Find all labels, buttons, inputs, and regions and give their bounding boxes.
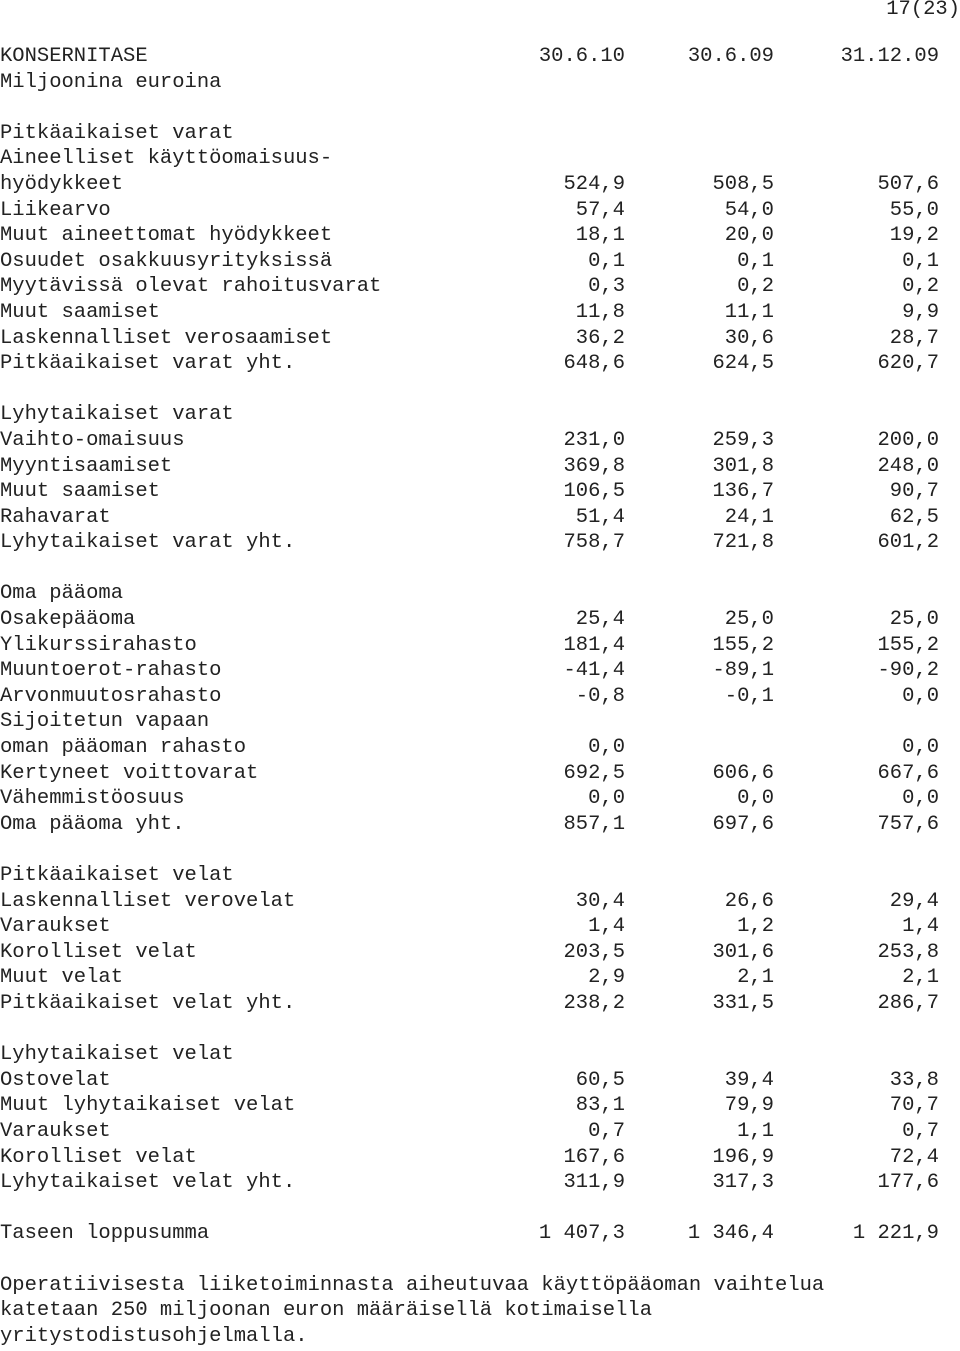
table-row <box>0 965 960 991</box>
value-col-3: 1,4 <box>902 915 939 939</box>
row-label: Ylikurssirahasto <box>0 633 197 657</box>
value-col-3: 70,7 <box>889 1094 939 1118</box>
row-label: Osakepääoma <box>0 608 136 632</box>
table-row <box>0 812 960 838</box>
units-row <box>0 70 960 96</box>
value-col-3: 177,6 <box>877 1171 939 1195</box>
table-row <box>0 837 960 863</box>
table-row <box>0 198 960 224</box>
value-col-2: 624,5 <box>712 352 774 376</box>
value-col-3: 19,2 <box>889 224 939 248</box>
value-col-2: 39,4 <box>724 1068 774 1092</box>
table-row <box>0 172 960 198</box>
value-col-2: 1,2 <box>737 915 774 939</box>
value-col-1: 238,2 <box>563 991 625 1015</box>
table-row <box>0 223 960 249</box>
column-header-2: 30.6.09 <box>687 45 774 68</box>
value-col-2: 301,6 <box>712 940 774 964</box>
row-label: Kertyneet voittovarat <box>0 761 259 785</box>
value-col-1: 524,9 <box>563 172 625 196</box>
value-col-1: 167,6 <box>563 1145 625 1169</box>
row-label: Vähemmistöosuus <box>0 787 185 811</box>
value-col-3: 33,8 <box>889 1068 939 1092</box>
value-col-3: 667,6 <box>877 761 939 785</box>
table-row <box>0 377 960 403</box>
value-col-3: 28,7 <box>889 326 939 350</box>
row-label: Taseen loppusumma <box>0 1222 210 1246</box>
value-col-3: 155,2 <box>877 633 939 657</box>
value-col-3: 0,7 <box>902 1119 939 1143</box>
table-row <box>0 351 960 377</box>
value-col-3: 507,6 <box>877 172 939 196</box>
table-row <box>0 1145 960 1171</box>
value-col-2: 1,1 <box>737 1119 774 1143</box>
value-col-1: 369,8 <box>563 454 625 478</box>
value-col-1: 0,3 <box>588 275 625 299</box>
value-col-3: 2,1 <box>902 966 939 990</box>
row-label: Sijoitetun vapaan <box>0 710 210 734</box>
table-row <box>0 1068 960 1094</box>
table-row <box>0 889 960 915</box>
value-col-2: 20,0 <box>724 224 774 248</box>
table-row <box>0 863 960 889</box>
row-label: Muut velat <box>0 966 124 990</box>
value-col-1: 36,2 <box>575 326 625 350</box>
value-col-1: 311,9 <box>563 1171 625 1195</box>
value-col-3: 200,0 <box>877 428 939 452</box>
table-row <box>0 454 960 480</box>
value-col-3: -90,2 <box>877 659 939 683</box>
table-row <box>0 146 960 172</box>
value-col-1: 25,4 <box>575 608 625 632</box>
row-label: Lyhytaikaiset velat <box>0 1043 234 1067</box>
value-col-3: 0,2 <box>902 275 939 299</box>
row-label: Muut aineettomat hyödykkeet <box>0 224 333 248</box>
row-label: Operatiivisesta liiketoiminnasta aiheutuvaa käyttöpääoman vaihtelua <box>0 1273 825 1297</box>
table-row <box>0 1093 960 1119</box>
value-col-2: 721,8 <box>712 531 774 555</box>
value-col-1: 648,6 <box>563 352 625 376</box>
value-col-3: 601,2 <box>877 531 939 555</box>
value-col-1: 60,5 <box>575 1068 625 1092</box>
table-row <box>0 505 960 531</box>
value-col-1: 1,4 <box>588 915 625 939</box>
value-col-2: 136,7 <box>712 480 774 504</box>
table-row <box>0 274 960 300</box>
row-label: Muut saamiset <box>0 480 160 504</box>
value-col-2: 54,0 <box>724 198 774 222</box>
value-col-3: 620,7 <box>877 352 939 376</box>
value-col-3: 62,5 <box>889 505 939 529</box>
table-row <box>0 1042 960 1068</box>
table-row <box>0 581 960 607</box>
value-col-1: 1 407,3 <box>538 1222 625 1246</box>
value-col-3: 1 221,9 <box>852 1222 939 1246</box>
value-col-1: 0,0 <box>588 736 625 760</box>
row-label: Pitkäaikaiset varat <box>0 121 234 145</box>
table-row <box>0 940 960 966</box>
value-col-1: 0,7 <box>588 1119 625 1143</box>
value-col-2: 196,9 <box>712 1145 774 1169</box>
table-row <box>0 735 960 761</box>
value-col-2: 606,6 <box>712 761 774 785</box>
table-row <box>0 633 960 659</box>
value-col-2: 11,1 <box>724 300 774 324</box>
value-col-1: 2,9 <box>588 966 625 990</box>
column-header-3: 31.12.09 <box>840 45 939 68</box>
column-header-1: 30.6.10 <box>538 45 625 68</box>
value-col-3: 90,7 <box>889 480 939 504</box>
table-row <box>0 607 960 633</box>
row-label: Liikearvo <box>0 198 111 222</box>
table-row <box>0 95 960 121</box>
row-label: Oma pääoma <box>0 582 124 606</box>
row-label: Pitkäaikaiset velat <box>0 864 234 887</box>
value-col-3: 25,0 <box>889 608 939 632</box>
value-col-2: 0,0 <box>737 787 774 811</box>
row-label: Rahavarat <box>0 505 111 529</box>
table-row <box>0 1196 960 1222</box>
table-row <box>0 300 960 326</box>
value-col-2: 26,6 <box>724 889 774 913</box>
row-label: Lyhytaikaiset varat yht. <box>0 531 296 555</box>
value-col-3: 0,0 <box>902 736 939 760</box>
value-col-2: 331,5 <box>712 991 774 1015</box>
row-label: Pitkäaikaiset varat yht. <box>0 352 296 376</box>
value-col-2: 24,1 <box>724 505 774 529</box>
value-col-3: 0,1 <box>902 249 939 273</box>
value-col-2: 155,2 <box>712 633 774 657</box>
value-col-2: 508,5 <box>712 172 774 196</box>
row-label: Muut lyhytaikaiset velat <box>0 1094 296 1118</box>
value-col-1: 83,1 <box>575 1094 625 1118</box>
value-col-2: 0,1 <box>737 249 774 273</box>
value-col-2: 0,2 <box>737 275 774 299</box>
value-col-1: 181,4 <box>563 633 625 657</box>
value-col-1: 51,4 <box>575 505 625 529</box>
row-label: Lyhytaikaiset varat <box>0 403 234 427</box>
value-col-3: 72,4 <box>889 1145 939 1169</box>
row-label: Oma pääoma yht. <box>0 812 185 836</box>
value-col-1: 857,1 <box>563 812 625 836</box>
table-row <box>0 658 960 684</box>
table-row <box>0 991 960 1017</box>
row-label: Vaihto-omaisuus <box>0 428 185 452</box>
row-label: yritystodistusohjelmalla. <box>0 1324 308 1348</box>
table-row <box>0 1221 960 1247</box>
value-col-2: 25,0 <box>724 608 774 632</box>
value-col-2: 301,8 <box>712 454 774 478</box>
table-row <box>0 530 960 556</box>
table-row <box>0 402 960 428</box>
table-row <box>0 1273 960 1299</box>
value-col-1: 106,5 <box>563 480 625 504</box>
value-col-1: 30,4 <box>575 889 625 913</box>
page-number: 17(23) <box>886 0 960 21</box>
table-row <box>0 1298 960 1324</box>
value-col-3: 9,9 <box>902 300 939 324</box>
table-row <box>0 479 960 505</box>
row-label: Pitkäaikaiset velat yht. <box>0 991 296 1015</box>
row-label: Korolliset velat <box>0 1145 197 1169</box>
units-label: Miljoonina euroina <box>0 70 222 94</box>
value-col-1: 11,8 <box>575 300 625 324</box>
table-title: KONSERNITASE <box>0 45 148 68</box>
value-col-3: 0,0 <box>902 684 939 708</box>
header-row <box>0 44 960 70</box>
row-label: oman pääoman rahasto <box>0 736 247 760</box>
row-label: Myyntisaamiset <box>0 454 173 478</box>
row-label: Muut saamiset <box>0 300 160 324</box>
row-label: Varaukset <box>0 1119 111 1143</box>
table-row <box>0 121 960 147</box>
table-row <box>0 249 960 275</box>
row-label: Ostovelat <box>0 1068 111 1092</box>
value-col-3: 253,8 <box>877 940 939 964</box>
row-label: Laskennalliset verosaamiset <box>0 326 333 350</box>
row-label: Laskennalliset verovelat <box>0 889 296 913</box>
value-col-2: 30,6 <box>724 326 774 350</box>
value-col-2: 1 346,4 <box>687 1222 774 1246</box>
row-label: hyödykkeet <box>0 172 124 196</box>
row-label: Muuntoerot-rahasto <box>0 659 222 683</box>
balance-sheet <box>0 44 960 1349</box>
value-col-2: -0,1 <box>724 684 774 708</box>
table-row <box>0 914 960 940</box>
value-col-3: 55,0 <box>889 198 939 222</box>
value-col-2: 259,3 <box>712 428 774 452</box>
value-col-3: 286,7 <box>877 991 939 1015</box>
row-label: Varaukset <box>0 915 111 939</box>
value-col-1: -41,4 <box>563 659 625 683</box>
value-col-2: 697,6 <box>712 812 774 836</box>
value-col-3: 757,6 <box>877 812 939 836</box>
table-row <box>0 761 960 787</box>
value-col-2: -89,1 <box>712 659 774 683</box>
table-row <box>0 1324 960 1350</box>
value-col-1: 57,4 <box>575 198 625 222</box>
value-col-3: 248,0 <box>877 454 939 478</box>
value-col-1: 758,7 <box>563 531 625 555</box>
table-row <box>0 709 960 735</box>
table-row <box>0 428 960 454</box>
value-col-1: -0,8 <box>575 684 625 708</box>
row-label: Osuudet osakkuusyrityksissä <box>0 249 333 273</box>
value-col-3: 29,4 <box>889 889 939 913</box>
value-col-1: 0,0 <box>588 787 625 811</box>
table-row <box>0 1247 960 1273</box>
value-col-3: 0,0 <box>902 787 939 811</box>
row-label: Arvonmuutosrahasto <box>0 684 222 708</box>
value-col-1: 18,1 <box>575 224 625 248</box>
row-label: Myytävissä olevat rahoitusvarat <box>0 275 382 299</box>
value-col-2: 317,3 <box>712 1171 774 1195</box>
value-col-1: 0,1 <box>588 249 625 273</box>
table-row <box>0 326 960 352</box>
value-col-2: 2,1 <box>737 966 774 990</box>
row-label: Lyhytaikaiset velat yht. <box>0 1171 296 1195</box>
row-label: katetaan 250 miljoonan euron määräisellä kotimaisella <box>0 1299 653 1323</box>
row-label: Korolliset velat <box>0 940 197 964</box>
value-col-1: 231,0 <box>563 428 625 452</box>
table-row <box>0 1017 960 1043</box>
table-row <box>0 684 960 710</box>
value-col-2: 79,9 <box>724 1094 774 1118</box>
value-col-1: 203,5 <box>563 940 625 964</box>
table-row <box>0 786 960 812</box>
value-col-1: 692,5 <box>563 761 625 785</box>
row-label: Aineelliset käyttöomaisuus- <box>0 147 333 171</box>
table-row <box>0 1170 960 1196</box>
table-row <box>0 556 960 582</box>
table-row <box>0 1119 960 1145</box>
